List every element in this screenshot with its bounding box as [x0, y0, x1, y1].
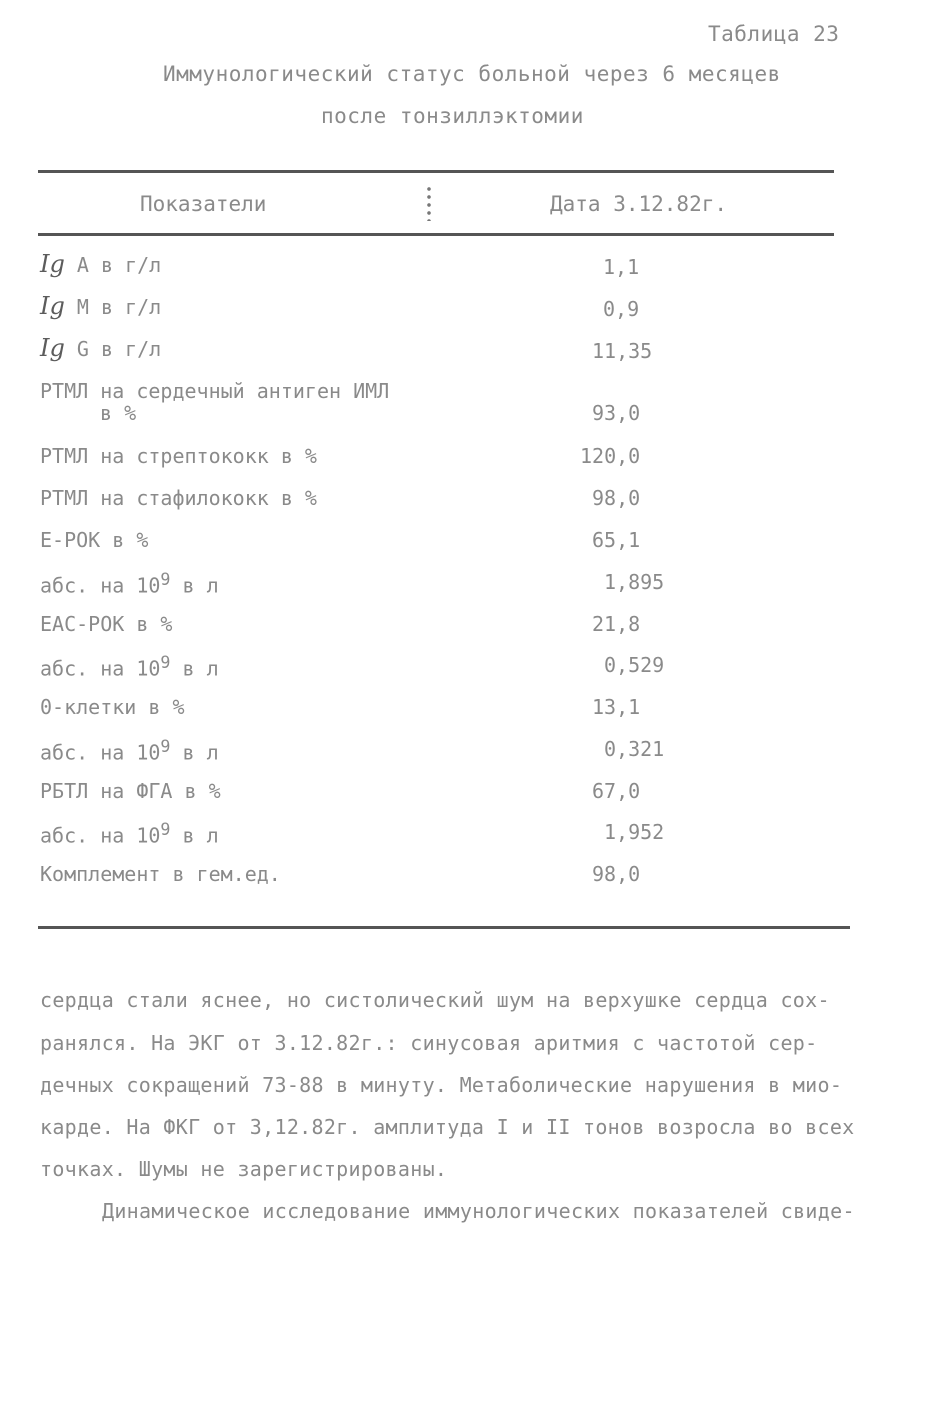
- table-row-value: 98,0: [592, 862, 641, 886]
- table-row-label: Комплемент в гем.ед.: [40, 862, 281, 886]
- table-row-value: 65,1: [592, 528, 641, 552]
- table-row-value: 0,321: [604, 737, 665, 761]
- table-row-value: 1,895: [604, 570, 665, 594]
- table-row-value: 1,1: [603, 255, 640, 279]
- table-row-label: абс. на $10^9$ в л: [40, 570, 219, 598]
- table-row-label: ЕАС-РОК в %: [40, 612, 173, 636]
- table-row-label: РТМЛ на стрептококк в %: [40, 444, 317, 468]
- table-row-value: 98,0: [592, 486, 641, 510]
- table-row-label: РТМЛ на сердечный антиген ИМЛ: [40, 379, 390, 403]
- table-row-label: Ig А в г/л: [40, 250, 162, 278]
- table-row-value: 67,0: [592, 779, 641, 803]
- table-row-label: абс. на $10^9$ в л: [40, 653, 219, 681]
- paragraph-line: точках. Шумы не зарегистрированы.: [40, 1157, 448, 1181]
- table-row-value: 1,952: [604, 820, 665, 844]
- paragraph-line: сердца стали яснее, но систолический шум на верхушке сердца сох-: [40, 988, 830, 1012]
- table-top-rule: [38, 170, 834, 173]
- table-row-label: Е-РОК в %: [40, 528, 149, 552]
- table-title: Иммунологический статус больной через 6 месяцев: [163, 62, 781, 86]
- table-row-value: 0,529: [604, 653, 665, 677]
- table-row-label: Ig M в г/л: [40, 292, 162, 320]
- table-bottom-rule: [38, 926, 850, 929]
- table-row-label: РБТЛ на ФГА в %: [40, 779, 221, 803]
- table-row-value: 93,0: [592, 401, 641, 425]
- table-row-value: 120,0: [580, 444, 641, 468]
- table-row-value: 21,8: [592, 612, 641, 636]
- table-header-rule: [38, 233, 834, 236]
- table-row-label: РТМЛ на стафилококк в %: [40, 486, 317, 510]
- table-row-value: 13,1: [592, 695, 641, 719]
- table-row-label: абс. на $10^9$ в л: [40, 737, 219, 765]
- paragraph-line: карде. На ФКГ от 3,12.82г. амплитуда I и II тонов возросла во всех: [40, 1115, 855, 1139]
- table-row-value: 11,35: [592, 339, 653, 363]
- paragraph-line: Динамическое исследование иммунологических показателей свиде-: [102, 1199, 855, 1223]
- table-number: Таблица 23: [708, 22, 840, 46]
- table-row-label-cont: в %: [100, 401, 137, 425]
- table-row-label: абс. на $10^9$ в л: [40, 820, 219, 848]
- paragraph-line: дечных сокращений 73-88 в минуту. Метаболические нарушения в мио-: [40, 1073, 843, 1097]
- column-header-date: Дата 3.12.82г.: [550, 192, 728, 216]
- table-row-label: 0-клетки в %: [40, 695, 185, 719]
- column-divider: [427, 185, 431, 221]
- paragraph-line: ранялся. На ЭКГ от 3.12.82г.: синусовая аритмия с частотой сер-: [40, 1031, 818, 1055]
- table-row-value: 0,9: [603, 297, 640, 321]
- column-header-indicators: Показатели: [140, 192, 267, 216]
- table-title-line2: после тонзиллэктомии: [321, 104, 584, 128]
- table-row-label: Ig G в г/л: [40, 334, 162, 362]
